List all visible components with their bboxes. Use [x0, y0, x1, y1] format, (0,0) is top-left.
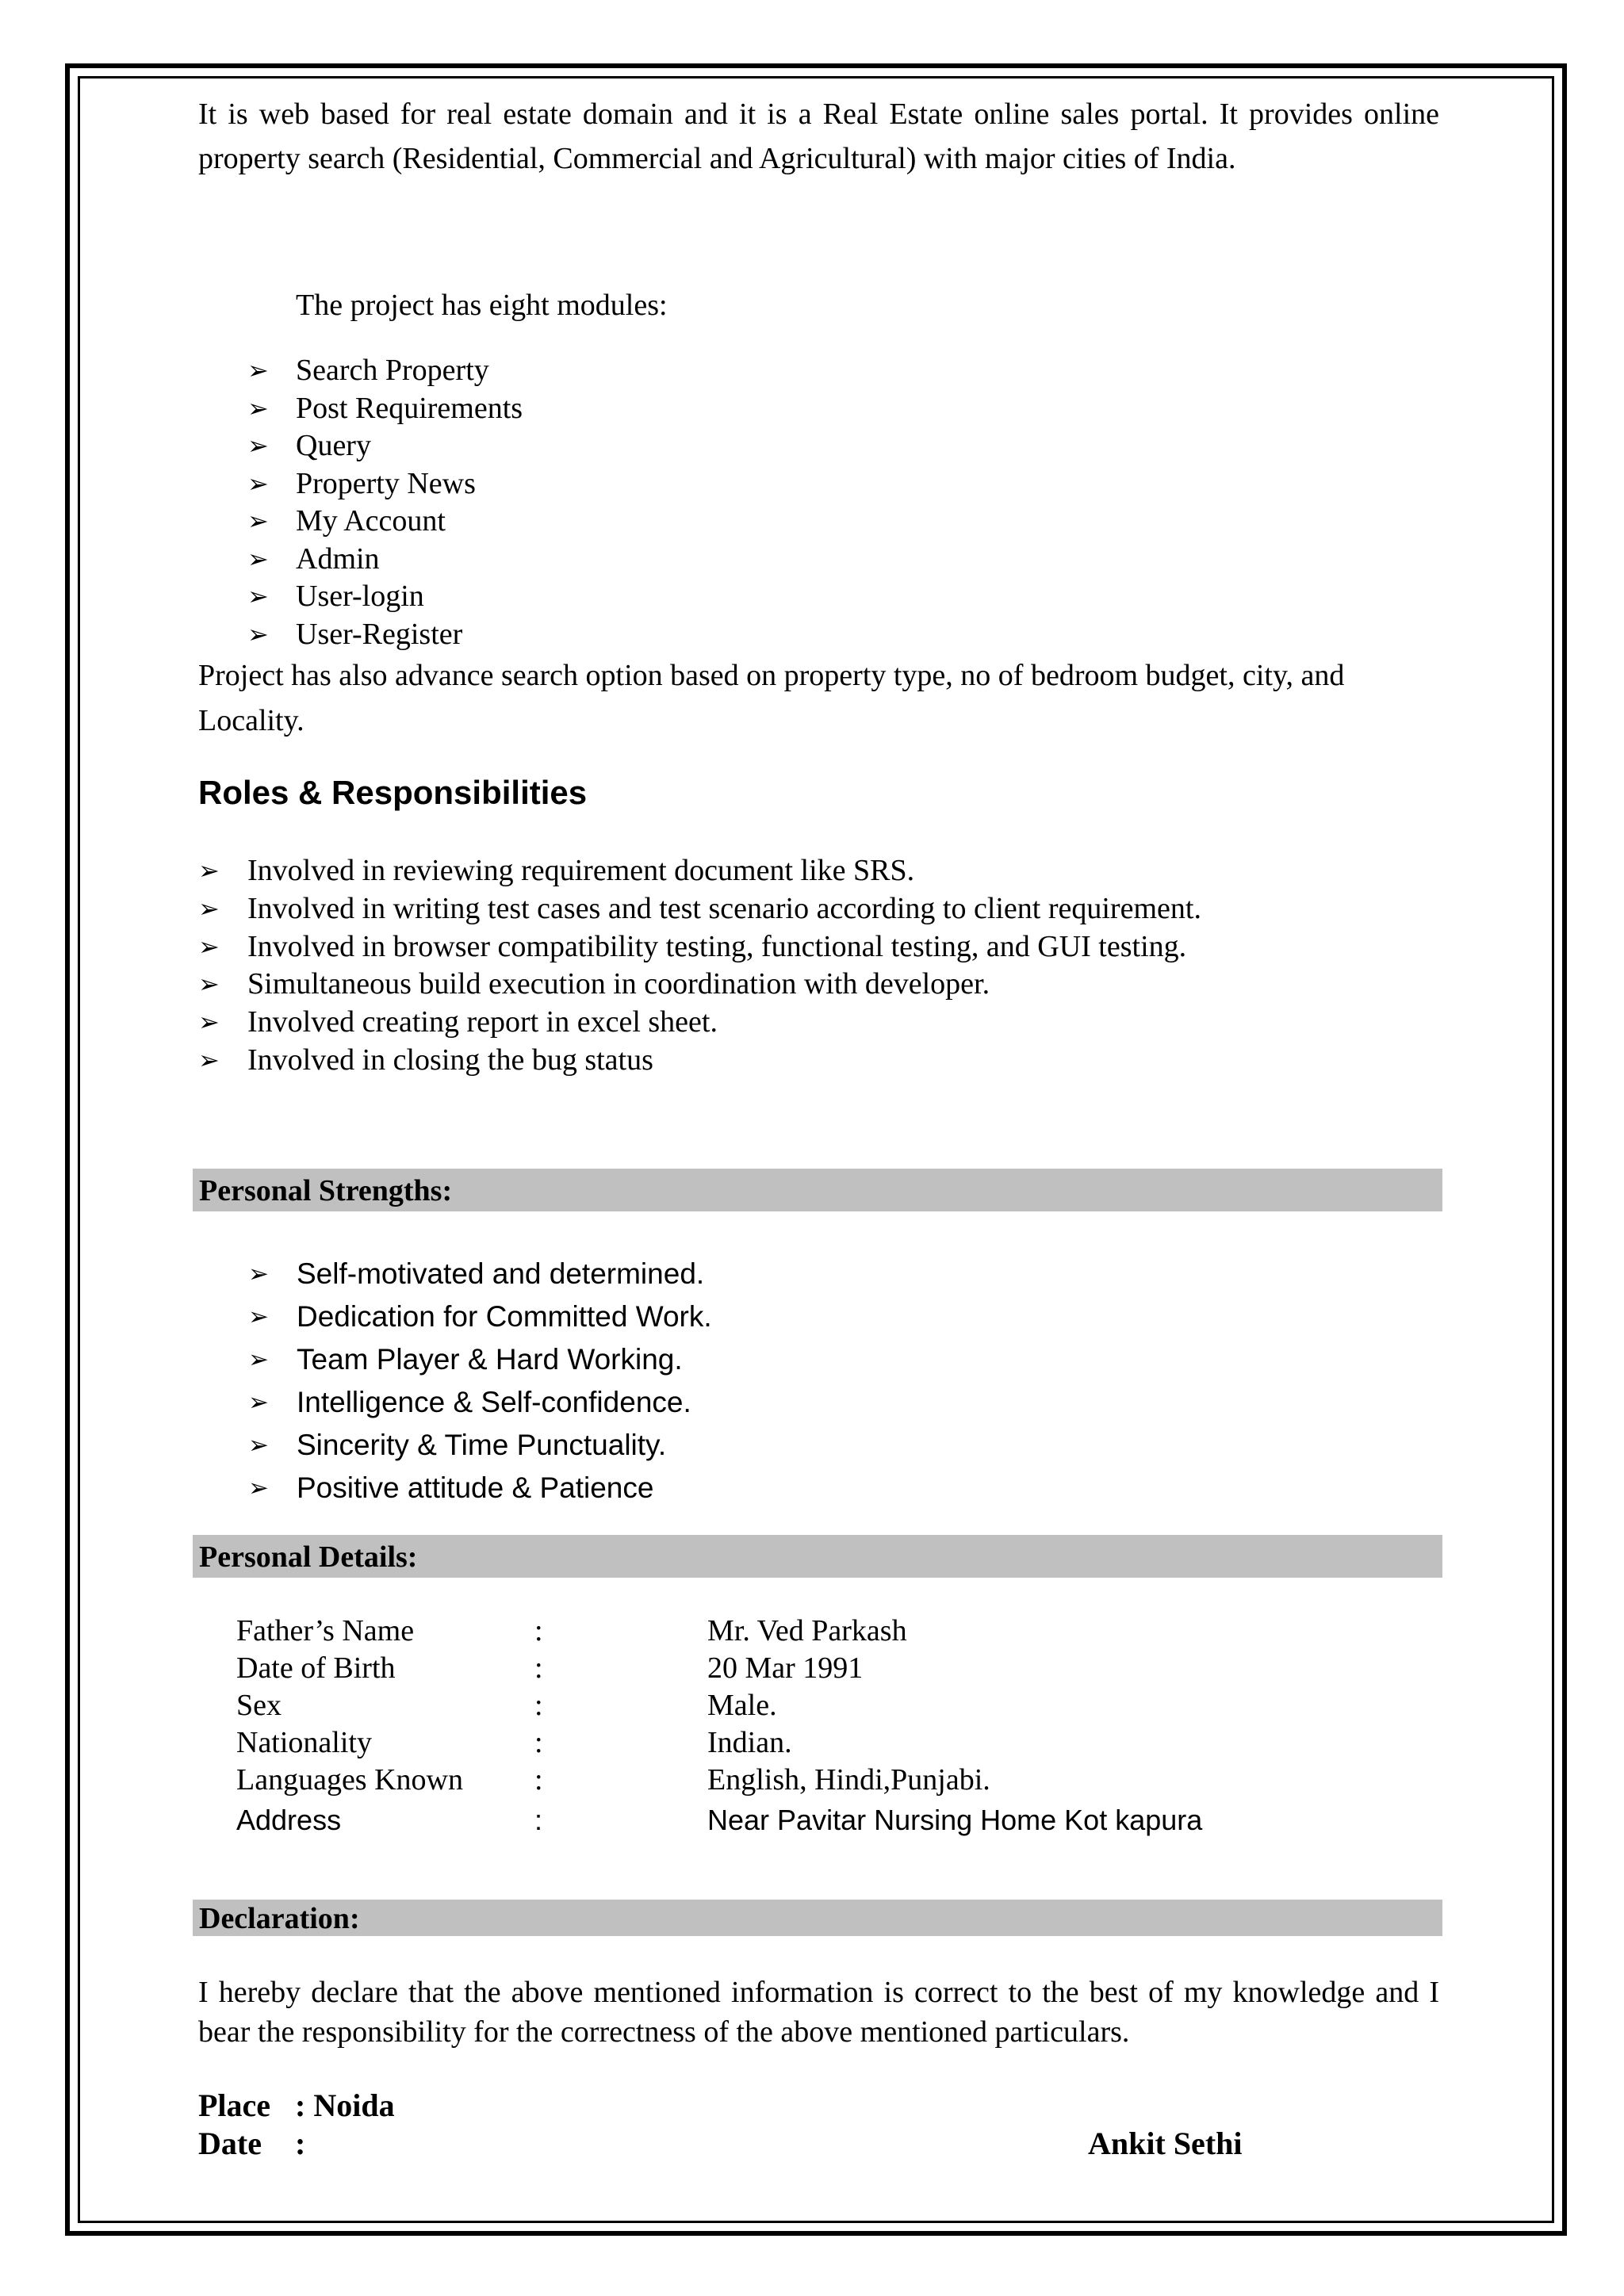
list-item — [248, 1381, 712, 1424]
strength-text: Self-motivated and determined. — [297, 1257, 705, 1290]
arrowhead-bullet-icon: ➢ — [198, 931, 220, 962]
list-item — [248, 1467, 712, 1510]
detail-value: Mr. Ved Parkash — [707, 1614, 907, 1647]
arrowhead-bullet-icon: ➢ — [198, 1044, 220, 1075]
module-label: User-Register — [296, 617, 463, 651]
signatory-name: Ankit Sethi — [1088, 2126, 1243, 2161]
arrowhead-bullet-icon: ➢ — [247, 392, 269, 423]
detail-label: Sex — [236, 1689, 282, 1722]
strength-text: Sincerity & Time Punctuality. — [297, 1429, 667, 1461]
role-text: Involved in browser compatibility testing, functional testing, and GUI testing. — [247, 929, 1187, 963]
detail-label: Father’s Name — [236, 1614, 415, 1647]
strength-text: Dedication for Committed Work. — [297, 1300, 712, 1333]
declaration-text: I hereby declare that the above mentioned information is correct to the best of my knowledge and I bear the responsibility for the correctness of the above mentioned particulars. — [198, 1976, 1439, 2049]
detail-value: Near Pavitar Nursing Home Kot kapura — [707, 1804, 1203, 1836]
module-label: Post Requirements — [296, 391, 523, 425]
detail-colon: : — [534, 1614, 543, 1647]
arrowhead-bullet-icon: ➢ — [198, 893, 220, 924]
personal-details-section-bar — [193, 1535, 1442, 1578]
list-item — [247, 578, 523, 616]
arrowhead-bullet-icon: ➢ — [248, 1388, 269, 1417]
role-text: Involved in closing the bug status — [247, 1043, 653, 1077]
list-item — [198, 890, 1201, 928]
declaration-section-bar — [193, 1900, 1442, 1936]
role-text: Simultaneous build execution in coordination with developer. — [247, 967, 990, 1001]
roles-list — [198, 852, 1201, 1080]
list-item — [248, 1338, 712, 1381]
roles-heading: Roles & Responsibilities — [198, 774, 588, 811]
arrowhead-bullet-icon: ➢ — [248, 1260, 269, 1288]
module-label: My Account — [296, 504, 446, 538]
list-item — [198, 966, 1201, 1004]
arrowhead-bullet-icon: ➢ — [247, 468, 269, 499]
strength-text: Intelligence & Self-confidence. — [297, 1386, 691, 1418]
role-text: Involved in reviewing requirement document like SRS. — [247, 854, 915, 887]
advance-search-note: Project has also advance search option based on property type, no of bedroom budget, city, and Locality. — [198, 659, 1345, 737]
list-item — [247, 465, 523, 503]
list-item — [247, 616, 523, 654]
modules-list — [247, 352, 523, 653]
detail-colon: : — [534, 1651, 543, 1685]
strengths-heading: Personal Strengths: — [199, 1174, 453, 1207]
list-item — [248, 1424, 712, 1467]
arrowhead-bullet-icon: ➢ — [247, 506, 269, 536]
list-item — [247, 352, 523, 390]
modules-intro: The project has eight modules: — [296, 289, 668, 322]
strength-text: Positive attitude & Patience — [297, 1471, 654, 1504]
project-description: It is web based for real estate domain and it is a Real Estate online sales portal. It provides online property search (Residential, Commercial and Agricultural) with major cities of India. — [198, 98, 1439, 175]
detail-label: Nationality — [236, 1726, 372, 1759]
detail-label: Address — [236, 1804, 342, 1836]
detail-colon: : — [534, 1726, 543, 1759]
module-label: Admin — [296, 541, 380, 576]
detail-colon: : — [534, 1689, 543, 1722]
list-item — [198, 852, 1201, 890]
arrowhead-bullet-icon: ➢ — [248, 1345, 269, 1374]
arrowhead-bullet-icon: ➢ — [247, 618, 269, 649]
list-item — [247, 541, 523, 579]
arrowhead-bullet-icon: ➢ — [248, 1474, 269, 1502]
detail-value: 20 Mar 1991 — [707, 1651, 864, 1685]
list-item — [247, 503, 523, 541]
role-text: Involved in writing test cases and test scenario according to client requirement. — [247, 891, 1201, 925]
detail-label: Languages Known — [236, 1763, 463, 1797]
place-value: : Noida — [295, 2087, 395, 2123]
detail-colon: : — [534, 1763, 543, 1797]
module-label: Query — [296, 429, 371, 462]
arrowhead-bullet-icon: ➢ — [247, 430, 269, 461]
arrowhead-bullet-icon: ➢ — [247, 581, 269, 611]
list-item — [248, 1295, 712, 1338]
module-label: User-login — [296, 580, 424, 613]
list-item — [198, 1004, 1201, 1042]
list-item — [247, 427, 523, 465]
strength-text: Team Player & Hard Working. — [297, 1343, 683, 1376]
detail-colon: : — [534, 1804, 543, 1836]
arrowhead-bullet-icon: ➢ — [248, 1431, 269, 1460]
place-label: Place — [198, 2087, 271, 2123]
personal-details-heading: Personal Details: — [199, 1540, 418, 1574]
date-value: : — [295, 2126, 306, 2161]
arrowhead-bullet-icon: ➢ — [198, 969, 220, 1000]
module-label: Property News — [296, 466, 476, 500]
detail-value: Male. — [707, 1689, 777, 1722]
arrowhead-bullet-icon: ➢ — [247, 355, 269, 385]
declaration-heading: Declaration: — [199, 1902, 360, 1935]
arrowhead-bullet-icon: ➢ — [247, 543, 269, 574]
detail-label: Date of Birth — [236, 1651, 396, 1685]
arrowhead-bullet-icon: ➢ — [198, 1007, 220, 1038]
detail-value: Indian. — [707, 1726, 792, 1759]
arrowhead-bullet-icon: ➢ — [248, 1303, 269, 1331]
list-item — [247, 390, 523, 428]
strengths-list — [248, 1253, 712, 1510]
list-item — [198, 928, 1201, 966]
detail-value: English, Hindi,Punjabi. — [707, 1763, 990, 1797]
date-label: Date — [198, 2126, 262, 2161]
arrowhead-bullet-icon: ➢ — [198, 855, 220, 886]
list-item — [248, 1253, 712, 1295]
strengths-section-bar — [193, 1169, 1442, 1211]
role-text: Involved creating report in excel sheet. — [247, 1005, 718, 1039]
module-label: Search Property — [296, 354, 489, 387]
list-item — [198, 1042, 1201, 1080]
